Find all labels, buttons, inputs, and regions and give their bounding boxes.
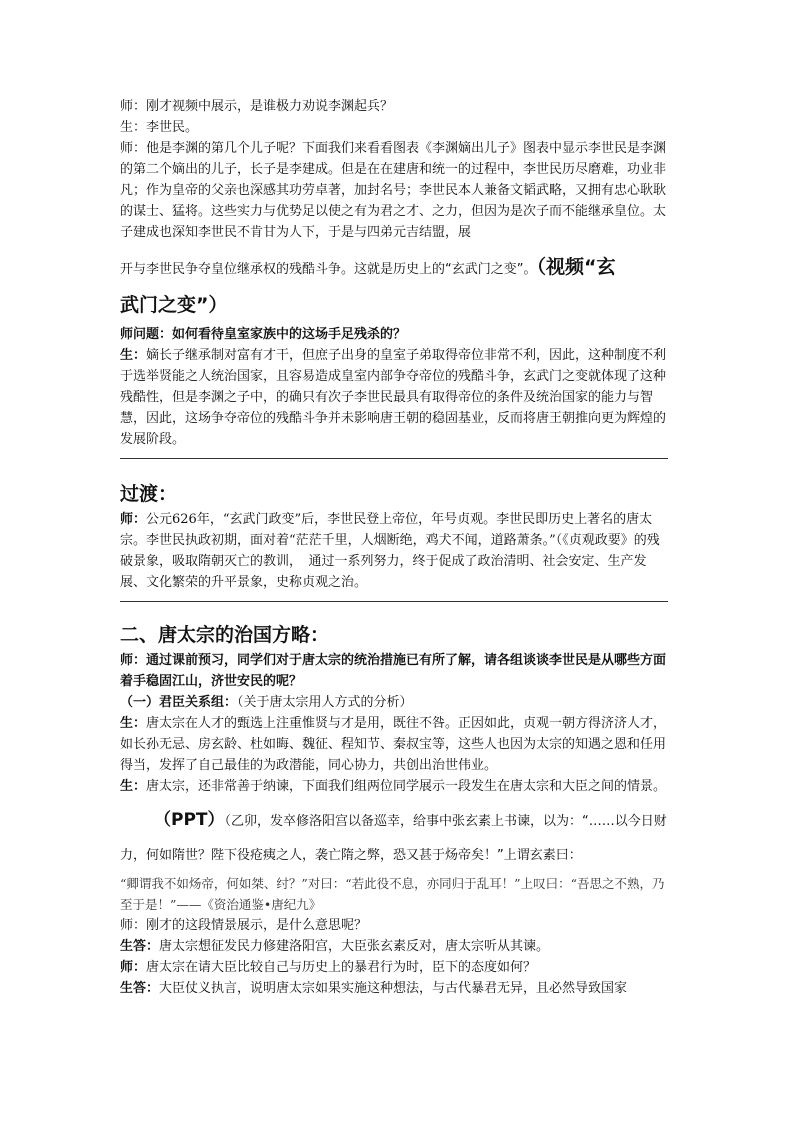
heading-transition: 过渡： — [120, 483, 178, 505]
group1-student-2 — [120, 776, 668, 797]
group1-label: （一）君臣关系组： — [120, 695, 238, 710]
dialogue-teacher-1: 师：刚才的这段情景展示，是什么意思呢？ — [120, 918, 368, 933]
section2-teacher-question: 师：通过课前预习，同学们对于唐太宗的统治措施已有所了解，请各组谈谈李世民是从哪些方面着手稳固江山，济世安民的呢？ — [120, 653, 667, 689]
student-answer-fratricide — [120, 345, 668, 450]
heading-section-2: 二、唐太宗的治国方略： — [120, 624, 330, 646]
d2-text: 唐太宗想征发民力修建洛阳宫，大臣张玄素反对，唐太宗听从其谏。 — [159, 939, 550, 954]
ppt-quote-paragraph — [120, 803, 668, 873]
d4-text: 大臣仗义执言，说明唐太宗如果实施这种想法，与古代暴君无异，且必然导致国家 — [159, 981, 628, 996]
paragraph-teacher-question-1: 师：刚才视频中展示，是谁极力劝说李渊起兵？ — [120, 99, 394, 114]
d4-label: 生答： — [120, 981, 160, 996]
teacher-question-fratricide: 师问题：如何看待皇室家族中的这场手足残杀的？ — [120, 327, 407, 342]
transition-label: 师： — [120, 512, 147, 527]
g1-p2-label: 生： — [120, 779, 147, 794]
group1-heading — [120, 692, 668, 713]
document-body — [120, 96, 668, 999]
classical-quote: “卿谓我不如炀帝，何如桀、纣？”对曰：“若此役不息，亦同归于乱耳！”上叹曰：“吾思之不熟，乃至于是！”——《资治通鉴•唐纪九》 — [120, 876, 665, 912]
divider-1 — [120, 458, 668, 459]
g1-p2-text: 唐太宗，还非常善于纳谏，下面我们组两位同学展示一段发生在唐太宗和大臣之间的情景。 — [146, 779, 667, 794]
g1-p1-label: 生： — [120, 716, 147, 731]
xuanwu-gate-text: 开与李世民争夺皇位继承权的残酷斗争。这就是历史上的“玄武门之变”。 — [120, 262, 537, 277]
video-note-part1: （视频“玄 — [536, 256, 616, 278]
d3-label: 师： — [120, 960, 147, 975]
d2-label: 生答： — [120, 939, 160, 954]
answer-text: 嫡长子继承制对富有才干，但庶子出身的皇室子弟取得帝位非常不利，因此，这种制度不利于选举贤能之人统治国家，且容易造成皇室内部争夺帝位的残酷斗争，玄武门之变就体现了这种残酷性，但是李渊之子中，的确只有次子李世民最具有取得帝位的条件及统治国家的能力与智慧，因此，这场争夺帝位的残酷斗争并未影响唐王朝的稳固基业，反而将唐王朝推向更为辉煌的发展阶段。 — [120, 348, 667, 447]
d3-text: 唐太宗在请大臣比较自己与历史上的暴君行为时，臣下的态度如何？ — [146, 960, 537, 975]
paragraph-xuanwu-gate — [120, 243, 668, 294]
video-note-part2: 武门之变”） — [120, 294, 228, 316]
g1-p1-text: 唐太宗在人才的甄选上注重惟贤与才是用，既往不咎。正因如此，贞观一朝方得济济人才，如长孙无忌、房玄龄、杜如晦、魏征、程知节、秦叔宝等，这些人也因为太宗的知遇之恩和任用得当，发挥了自己最佳的为政潜能，同心协力，共创出治世伟业。 — [120, 716, 667, 773]
paragraph-transition — [120, 509, 668, 593]
paragraph-teacher-explanation: 师：他是李渊的第几个儿子呢？下面我们来看看图表《李渊嫡出儿子》图表中显示李世民是李渊的第二个嫡出的儿子，长子是李建成。但是在在建唐和统一的过程中，李世民历尽磨难，功业非凡；作为皇帝的父亲也深感其功劳卓著，加封名号；李世民本人兼备文韬武略，又拥有忠心耿耿的谋士、猛将。这些实力与优势足以使之有为君之才、之力，但因为是次子而不能继承皇位。太子建成也深知李世民不肯甘为人下，于是与四弟元吉结盟，展 — [120, 141, 667, 240]
transition-text: 公元626年，“玄武门政变”后，李世民登上帝位，年号贞观。李世民即历史上著名的唐太宗。李世民执政初期，面对着“茫茫千里，人烟断绝，鸡犬不闻，道路萧条。”（《贞观政要》的残破景象，吸取隋朝灭亡的教训， 通过一系列努力，终于促成了政治清明、社会安定、生产发展、文化繁荣的升平景象，史称贞观之治。 — [120, 512, 660, 590]
ppt-text: （乙卯，发卒修洛阳宫以备巡幸，给事中张玄素上书谏，以为：“……以今日财力，何如隋世？陛下役疮痍之人，袭亡隋之弊，恐又甚于炀帝矣！”上谓玄素曰： — [120, 814, 667, 863]
ppt-label: （PPT） — [154, 810, 225, 830]
answer-label: 生： — [120, 348, 147, 363]
paragraph-student-answer-1: 生：李世民。 — [120, 120, 199, 135]
divider-2 — [120, 601, 668, 602]
group1-student-1 — [120, 713, 668, 776]
group1-note: （关于唐太宗用人方式的分析） — [237, 695, 413, 710]
dialogue-teacher-2 — [120, 957, 668, 978]
dialogue-student-1 — [120, 936, 668, 957]
dialogue-student-2 — [120, 978, 668, 999]
